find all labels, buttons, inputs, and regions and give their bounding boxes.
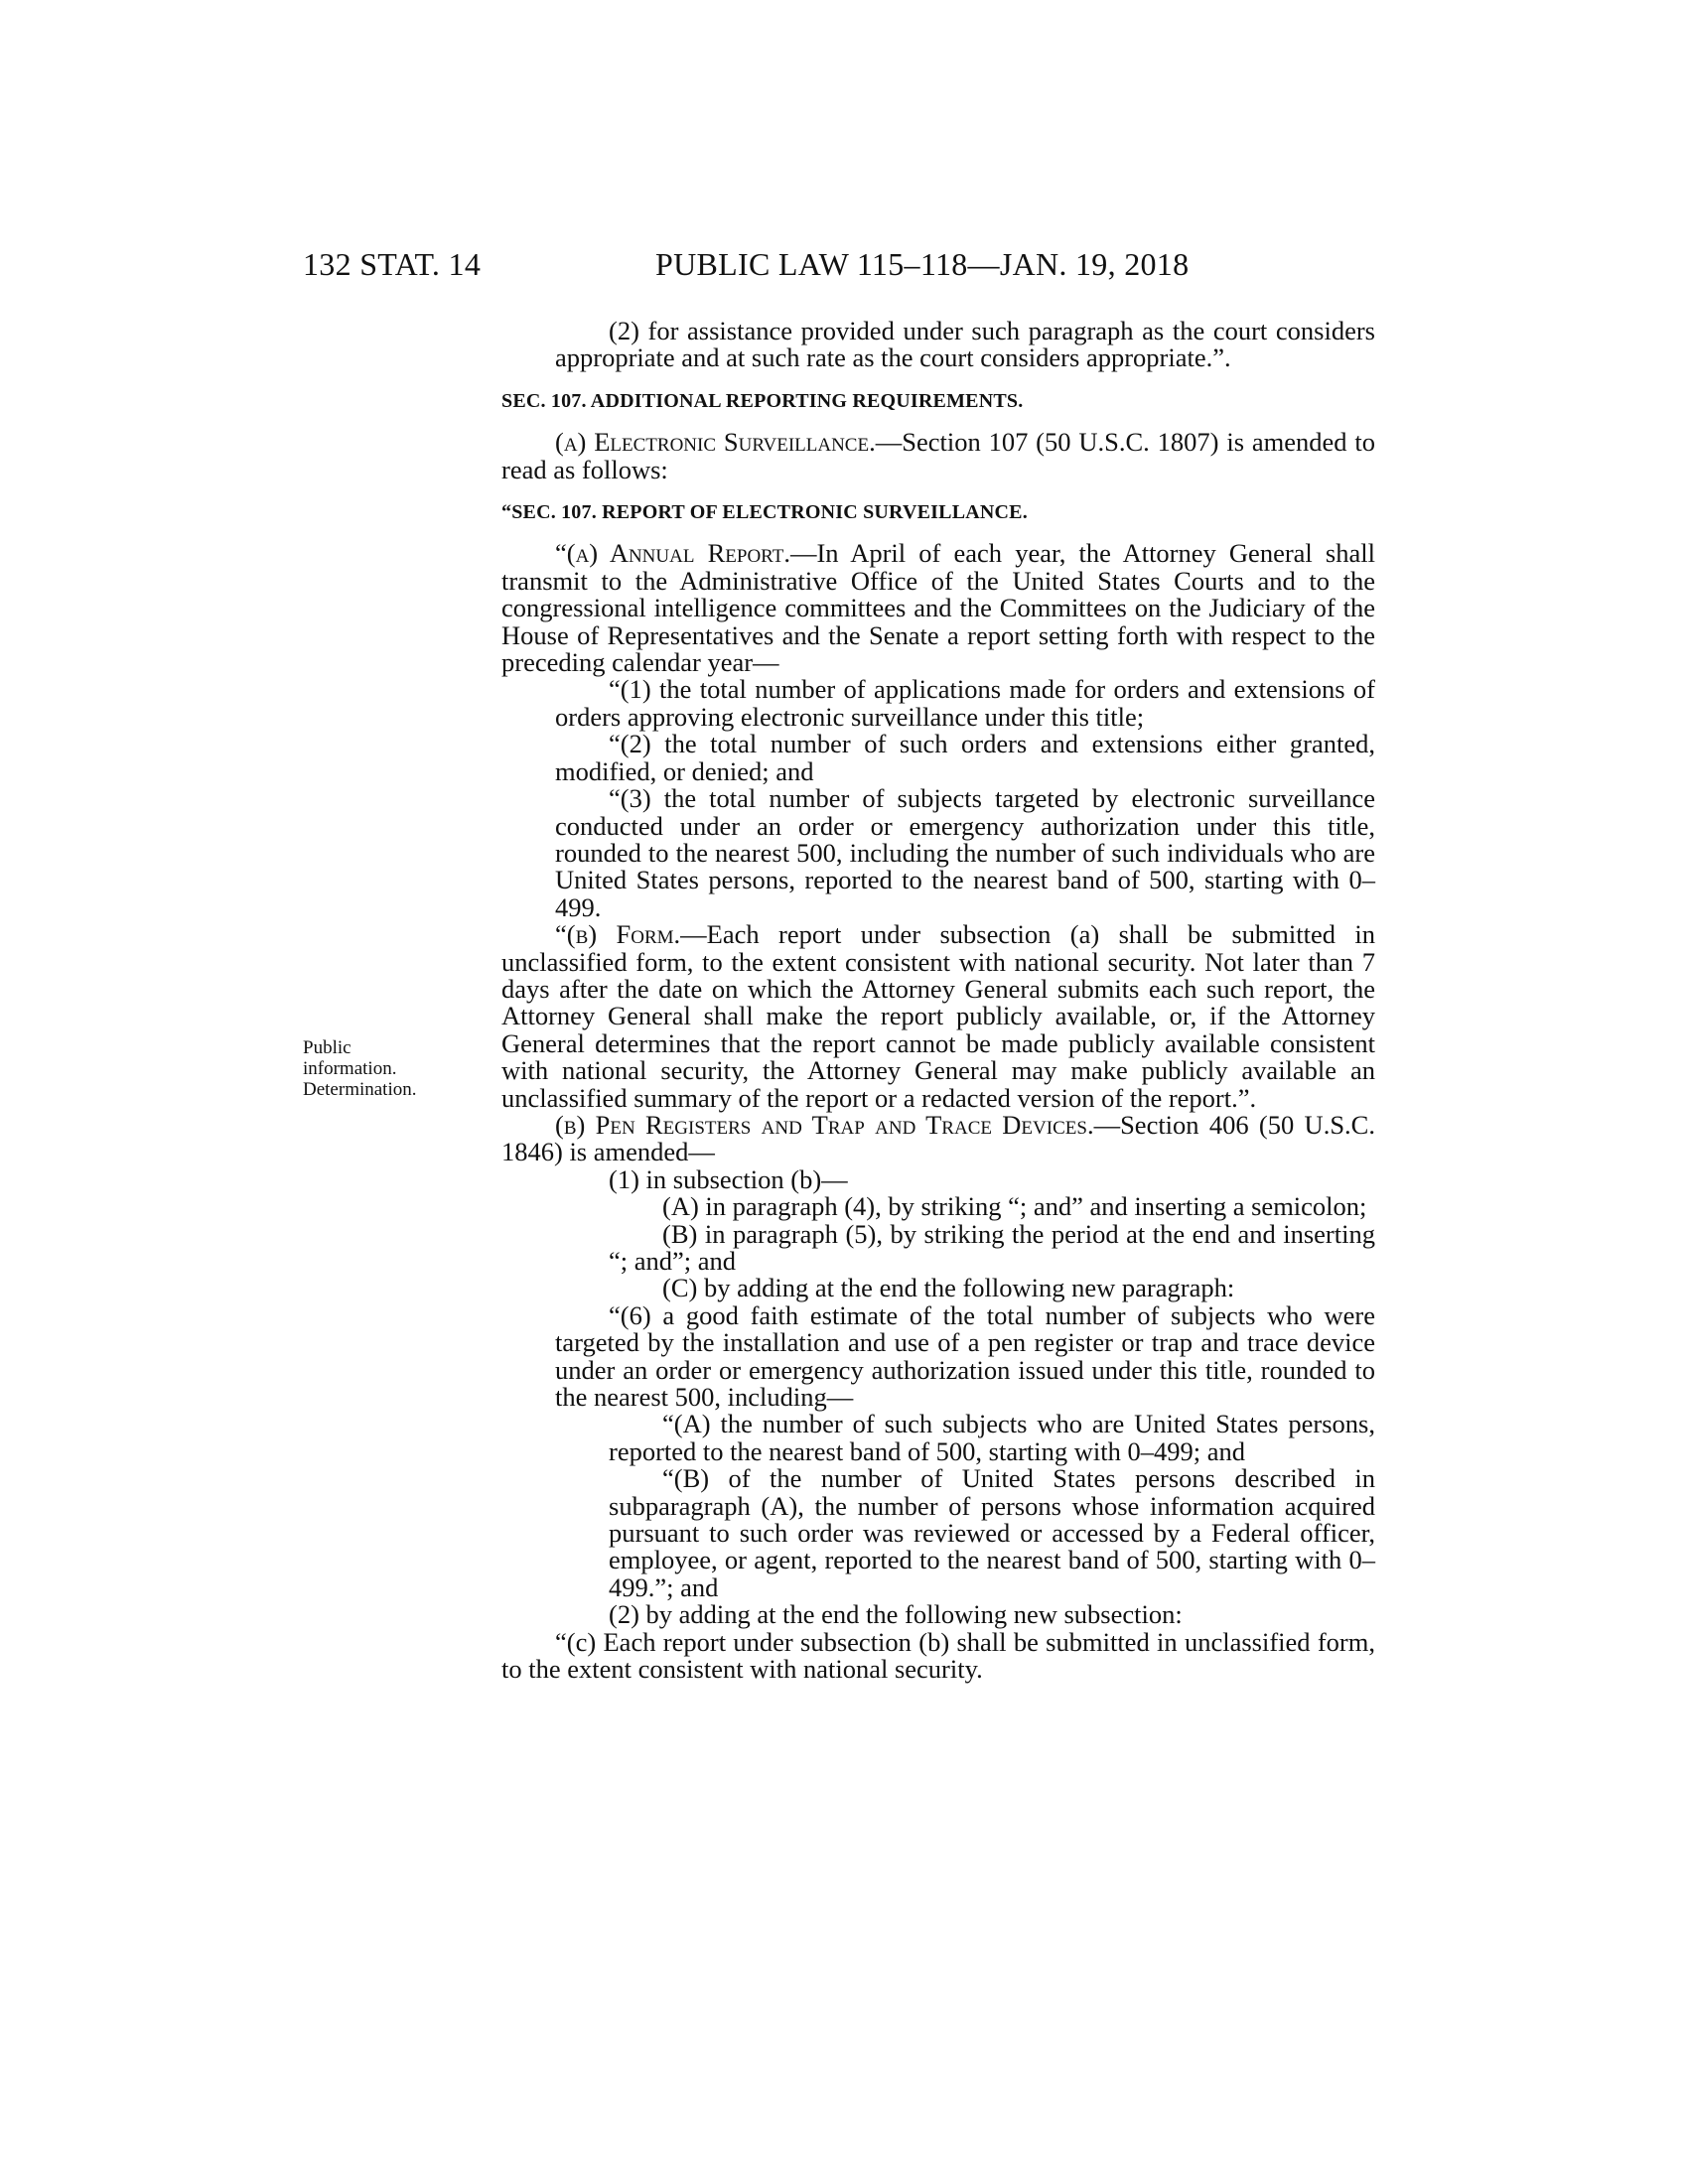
- paragraph: (A) in paragraph (4), by striking “; and” and inserting a semicolon;: [662, 1191, 1367, 1222]
- margin-note: [303, 1037, 417, 1100]
- paragraph-text: .—In April of each year, the Attorney General shall transmit to the Administrative Office of the United States Courts and to the congressional intelligence committees and the Committees on the Judiciary of the House of Representatives and the Senate a report setting forth with respect to the preceding calendar year—: [501, 538, 1375, 678]
- paragraph: “(A) the number of such subjects who are United States persons, reported to the nearest band of 500, starting with 0–499; and: [609, 1409, 1375, 1466]
- paragraph: [501, 921, 1375, 1112]
- paragraph-text: .—Section 406 (50 U.S.C. 1846) is amended—: [501, 1109, 1375, 1167]
- paragraph-text: .—Each report under subsection (a) shall be submitted in unclassified form, to the extent consistent with national security. Not later than 7 days after the date on which the Attorney General submits each such report, the Attorney General shall make the report publicly available, or, if the Attorney General determines that the report cannot be made publicly available consistent with national security, the Attorney General may make publicly available an unclassified summary of the report or a redacted version of the report.”.: [501, 919, 1375, 1113]
- quoted-section-heading: “SEC. 107. REPORT OF ELECTRONIC SURVEILLANCE.: [501, 501, 1028, 524]
- subsection-heading: (a) Electronic Surveillance: [555, 427, 870, 458]
- paragraph: (2) for assistance provided under such paragraph as the court considers appropriate and at such rate as the court considers appropriate.”.: [555, 316, 1375, 373]
- paragraph: (C) by adding at the end the following new paragraph:: [662, 1273, 1235, 1303]
- paragraph: “(6) a good faith estimate of the total number of subjects who were targeted by the installation and use of a pen register or trap and trace device under an order or emergency authorization issued under this title, rounded to the nearest 500, including—: [555, 1299, 1375, 1413]
- paragraph: (B) in paragraph (5), by striking the period at the end and inserting “; and”; and: [609, 1218, 1375, 1276]
- document-body: [501, 318, 1375, 1684]
- page-citation: 132 STAT. 14: [303, 246, 482, 282]
- paragraph: (2) by adding at the end the following new subsection:: [609, 1599, 1183, 1630]
- paragraph: (1) in subsection (b)—: [609, 1163, 848, 1194]
- margin-note-line: Determination.: [303, 1079, 417, 1100]
- margin-note-line: Public: [303, 1037, 352, 1058]
- paragraph: “(3) the total number of subjects targeted by electronic surveillance conducted under an order or emergency authorization under this title, rounded to the nearest 500, including the number of such individuals who are United States persons, reported to the nearest band of 500, starting with 0–499.: [555, 783, 1375, 922]
- section-heading: SEC. 107. ADDITIONAL REPORTING REQUIREMENTS.: [501, 389, 1024, 412]
- paragraph: “(1) the total number of applications made for orders and extensions of orders approving electronic surveillance under this title;: [555, 674, 1375, 732]
- subsection-heading: “(b) Form: [555, 919, 674, 950]
- running-head: PUBLIC LAW 115–118—JAN. 19, 2018: [655, 246, 1190, 282]
- paragraph: “(c) Each report under subsection (b) shall be submitted in unclassified form, to the extent consistent with national security.: [501, 1626, 1375, 1685]
- margin-note-line: information.: [303, 1058, 397, 1079]
- paragraph-text: .—Section 107 (50 U.S.C. 1807) is amended to read as follows:: [501, 427, 1375, 484]
- paragraph: [501, 1109, 1375, 1167]
- paragraph: [501, 540, 1375, 676]
- paragraph: [501, 429, 1375, 483]
- paragraph: “(2) the total number of such orders and extensions either granted, modified, or denied; and: [555, 729, 1375, 786]
- subsection-heading: (b) Pen Registers and Trap and Trace Devices: [555, 1109, 1087, 1140]
- subsection-heading: “(a) Annual Report: [555, 538, 784, 569]
- paragraph: “(B) of the number of United States persons described in subparagraph (A), the number of persons whose information acquired pursuant to such order was reviewed or accessed by a Federal officer, employee, or agent, reported to the nearest band of 500, starting with 0–499.”; and: [609, 1463, 1375, 1602]
